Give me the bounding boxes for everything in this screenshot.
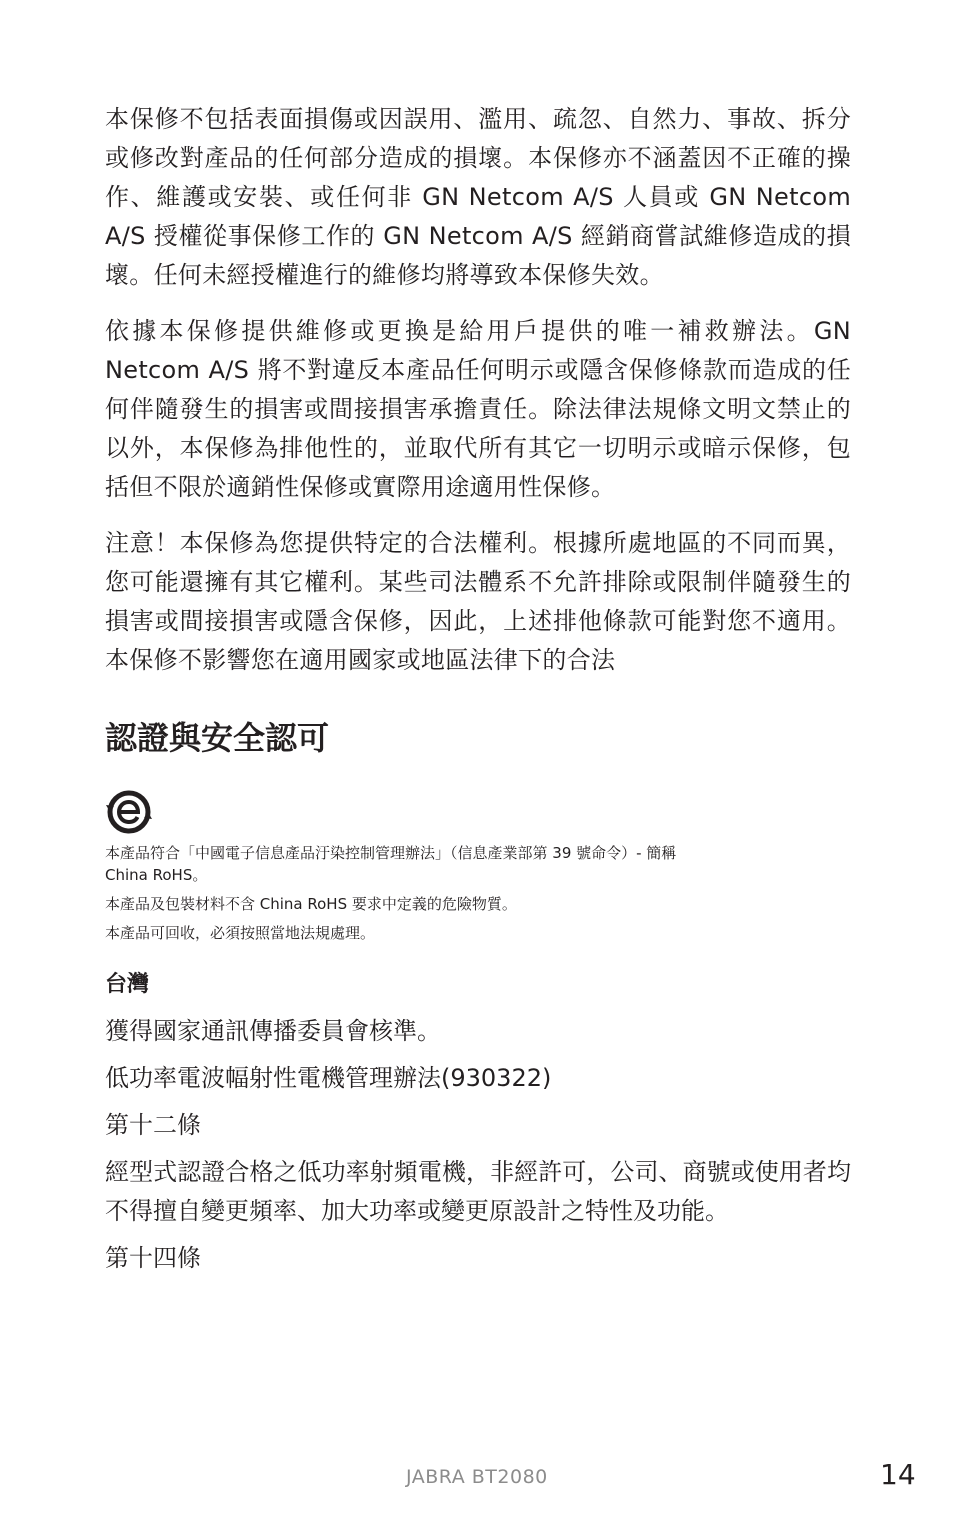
china-rohs-e-icon — [105, 788, 153, 836]
taiwan-heading: 台灣 — [105, 972, 150, 997]
taiwan-line-4: 經型式認證合格之低功率射頻電機，非經許可，公司、商號或使用者均不得擅自變更頻率、加大功率或變更原設計之特性及功能。 — [105, 1158, 851, 1225]
taiwan-line-2: 低功率電波幅射性電機管理辦法(930322) — [105, 1064, 552, 1092]
footer-product-name: JABRA BT2080 — [406, 1466, 548, 1488]
rohs-statement-2: 本產品及包裝材料不含 China RoHS 要求中定義的危險物質。 — [105, 895, 517, 913]
taiwan-line-5: 第十四條 — [105, 1244, 201, 1272]
rohs-statement-3: 本產品可回收，必須按照當地法規處理。 — [105, 924, 376, 942]
warranty-paragraph-2: 依據本保修提供維修或更換是給用戶提供的唯一補救辦法。GN Netcom A/S 將不對違反本產品任何明示或隱含保修條款而造成的任何伴隨發生的損害或間接損害承擔責任。除法律法規條文明文禁止的以外，本保修為排他性的，並取代所有其它一切明示或暗示保修，包括但不限於適銷性保修或實際用途適用性保修。 — [105, 317, 851, 501]
taiwan-line-1: 獲得國家通訊傳播委員會核準。 — [105, 1017, 441, 1045]
rohs-statement-1: 本產品符合「中國電子信息產品汙染控制管理辦法」（信息產業部第 39 號命令）- 簡稱 China RoHS。 — [105, 844, 677, 884]
page-content — [105, 100, 851, 1286]
certification-heading: 認證與安全認可 — [105, 719, 330, 757]
warranty-paragraph-1: 本保修不包括表面損傷或因誤用、濫用、疏忽、自然力、事故、拆分或修改對產品的任何部分造成的損壞。本保修亦不涵蓋因不正確的操作、維護或安裝、或任何非 GN Netcom A/S 人員或 GN Netcom A/S 授權從事保修工作的 GN Netcom A/S 經銷商嘗試維修造成的損壞。任何未經授權進行的維修均將導致本保修失效。 — [105, 105, 851, 289]
taiwan-line-3: 第十二條 — [105, 1111, 201, 1139]
page-number: 14 — [880, 1458, 916, 1491]
warranty-paragraph-3: 注意！本保修為您提供特定的合法權利。根據所處地區的不同而異，您可能還擁有其它權利。某些司法體系不允許排除或限制伴隨發生的損害或間接損害或隱含保修，因此，上述排他條款可能對您不適用。本保修不影響您在適用國家或地區法律下的合法 — [105, 529, 851, 674]
